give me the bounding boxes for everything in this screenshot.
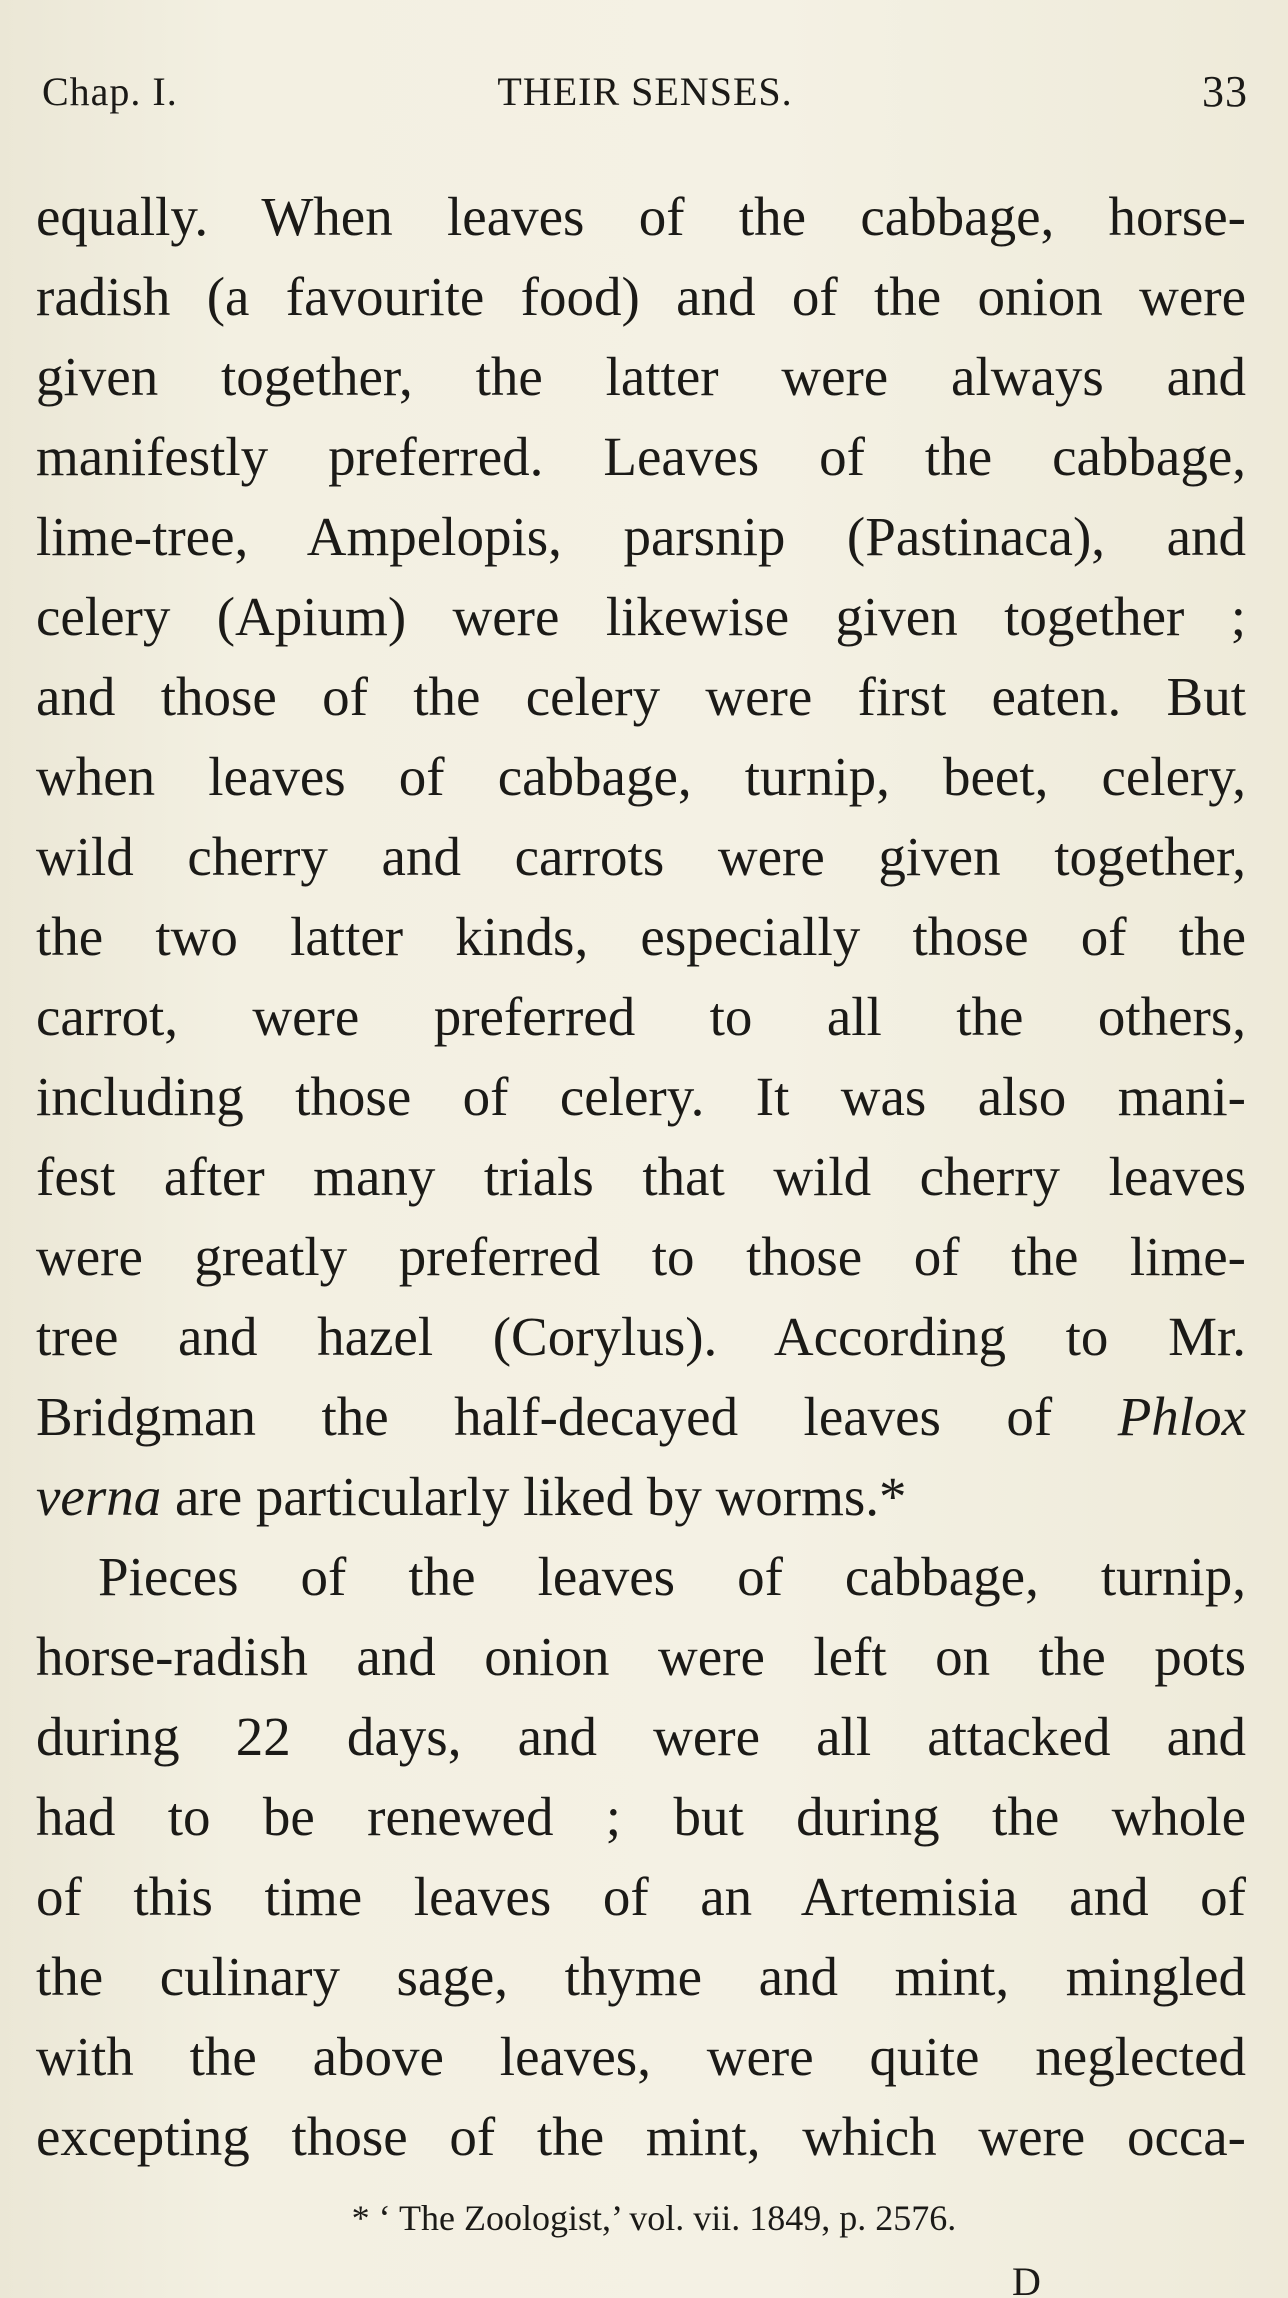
text-segment: Bridgman the half-decayed leaves of (36, 1386, 1053, 1447)
text-line: equally. When leaves of the cabbage, horse- (36, 186, 1246, 247)
text-line: the culinary sage, thyme and mint, mingled (36, 1946, 1246, 2007)
text-line: celery (Apium) were likewise given together ; (36, 586, 1246, 647)
text-line-with-italic (36, 1457, 1246, 1537)
text-line: lime-tree, Ampelopis, parsnip (Pastinaca), and (36, 506, 1246, 567)
text-line: excepting those of the mint, which were occa- (36, 2106, 1246, 2167)
text-line: had to be renewed ; but during the whole (36, 1786, 1246, 1847)
text-line: radish (a favourite food) and of the onion were (36, 266, 1246, 327)
running-title: THEIR SENSES. (497, 69, 793, 114)
text-line: including those of celery. It was also mani- (36, 1066, 1246, 1127)
text-line: fest after many trials that wild cherry leaves (36, 1146, 1246, 1207)
text-line: during 22 days, and were all attacked and (36, 1706, 1246, 1767)
text-line: when leaves of cabbage, turnip, beet, celery, (36, 746, 1246, 807)
signature-mark: D (1012, 2262, 1041, 2298)
page-number: 33 (1202, 67, 1248, 116)
text-line: with the above leaves, were quite neglected (36, 2026, 1246, 2087)
italic-species: verna (36, 1466, 162, 1527)
text-line: were greatly preferred to those of the lime- (36, 1226, 1246, 1287)
paragraph-first-line: Pieces of the leaves of cabbage, turnip, (98, 1546, 1246, 1607)
text-segment: are particularly liked by worms.* (174, 1466, 907, 1527)
text-line: carrot, were preferred to all the others, (36, 986, 1246, 1047)
text-line: and those of the celery were first eaten. But (36, 666, 1246, 727)
footnote: * ‘ The Zoologist,’ vol. vii. 1849, p. 2576. (351, 2198, 957, 2238)
text-line: horse-radish and onion were left on the pots (36, 1626, 1246, 1687)
text-line: of this time leaves of an Artemisia and of (36, 1866, 1246, 1927)
text-line: the two latter kinds, especially those of the (36, 906, 1246, 967)
text-line-with-italic (36, 1377, 1246, 1457)
text-line: wild cherry and carrots were given together, (36, 826, 1246, 887)
italic-genus: Phlox (1117, 1386, 1246, 1447)
text-line: given together, the latter were always and (36, 346, 1246, 407)
running-header (42, 62, 1248, 122)
body-text (36, 177, 1246, 2177)
text-line: tree and hazel (Corylus). According to Mr. (36, 1306, 1246, 1367)
chapter-label: Chap. I. (42, 69, 178, 114)
text-line: manifestly preferred. Leaves of the cabbage, (36, 426, 1246, 487)
